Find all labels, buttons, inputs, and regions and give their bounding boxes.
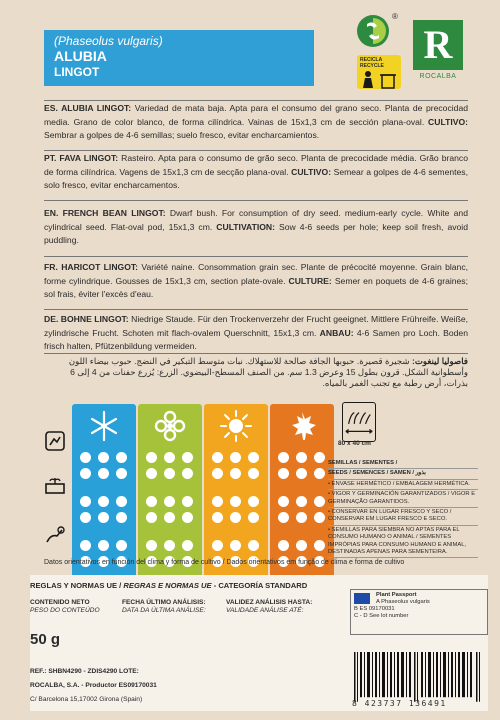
rules-category: - CATEGORÍA STANDARD xyxy=(211,581,308,590)
seeds-info-line: • VIGOR Y GERMINACIÓN GARANTIZADOS / VIGOR E GERMINAÇÃO GARANTIDOS. xyxy=(328,490,478,508)
description-pt-label: PT. FAVA LINGOT: xyxy=(44,153,119,163)
seeds-info-line: • SEMILLAS PARA SIEMBRA NO APTAS PARA EL CONSUMO HUMANO O ANIMAL / SEMENTES IMPRÓPIAS PARA CONSUMO HUMANO E ANIMAL, DESTINADAS APENAS PARA SEMENTEIRA. xyxy=(328,526,478,559)
product-name: ALUBIA xyxy=(54,48,107,64)
net-weight: 50 g xyxy=(30,631,61,648)
harvest-hand-icon xyxy=(44,524,66,546)
description-es-text: Variedad de mata baja. Apta para el consumo del grano seco. Planta de precocidad media. Grano de color blanco, de forma cilíndrica. Vainas de 15x1,3 cm de sección plana-oval. xyxy=(44,103,468,127)
season-winter xyxy=(72,404,136,579)
address: C/ Barcelona 15,17002 Girona (Spain) xyxy=(30,696,143,703)
green-dot-recycle-icon xyxy=(356,14,390,48)
description-es-label: ES. ALUBIA LINGOT: xyxy=(44,103,132,113)
month-dot xyxy=(116,512,127,523)
month-dot xyxy=(116,468,127,479)
description-ar-text: شجيرة قصيرة. حبوبها الجافة صالحة للاستهلاك. نبات متوسط التبكير في النضج. حبوب بيضاء اللون وأسطوانية الشكل. قرون بطول 15 وعرض 1.3 سم. من الصنف المسطح-البيضوي. الزرع: يُزرع حفنات من 4 إلى 6 بذرات، أرض رطبة مع تجنب الغمر بالمياه. xyxy=(68,356,468,388)
month-dot xyxy=(314,512,325,523)
divider xyxy=(44,150,468,151)
divider xyxy=(44,100,468,101)
month-dot xyxy=(230,452,241,463)
last-analysis-label-es: FECHA ÚLTIMO ANÁLISIS: xyxy=(122,599,206,606)
month-dot xyxy=(146,540,157,551)
month-dot xyxy=(182,540,193,551)
month-dot xyxy=(248,540,259,551)
month-dot xyxy=(80,496,91,507)
month-dot xyxy=(230,512,241,523)
description-en xyxy=(44,207,468,248)
month-dot xyxy=(314,452,325,463)
month-dot xyxy=(248,496,259,507)
month-dot xyxy=(212,468,223,479)
plant-passport xyxy=(350,589,488,635)
seeds-info-line: • CONSERVAR EN LUGAR FRESCO Y SECO / CONSERVAR EM LUGAR FRESCO E SECO. xyxy=(328,508,478,526)
seeds-info xyxy=(328,459,478,558)
passport-b: B ES 09170031 xyxy=(354,606,395,612)
description-en-label: EN. FRENCH BEAN LINGOT: xyxy=(44,208,166,218)
month-dot xyxy=(98,540,109,551)
month-dot xyxy=(182,512,193,523)
registered-mark: ® xyxy=(392,12,398,21)
sun-icon xyxy=(220,410,252,442)
month-dot xyxy=(182,496,193,507)
description-pt xyxy=(44,152,468,193)
description-pt-cultivo-label: CULTIVO: xyxy=(291,166,332,177)
month-dot xyxy=(164,468,175,479)
leaf-icon xyxy=(286,410,318,442)
description-de xyxy=(44,313,468,354)
month-dot xyxy=(164,496,175,507)
month-dot xyxy=(98,468,109,479)
month-dot xyxy=(212,452,223,463)
description-pt-cultivo-text: Semear a golpes de 4-6 sementes, solo fresco, evitar encharcamentos. xyxy=(44,166,468,190)
variety-name: LINGOT xyxy=(54,65,100,79)
description-es xyxy=(44,102,468,143)
recycle-badge-line-1: RECICLA xyxy=(360,57,383,63)
month-dot xyxy=(248,512,259,523)
month-dot xyxy=(314,540,325,551)
description-de-cultivo-label: ANBAU: xyxy=(319,327,354,338)
month-dot xyxy=(146,468,157,479)
description-fr-label: FR. HARICOT LINGOT: xyxy=(44,262,139,272)
passport-a: A Phaseolus vulgaris xyxy=(376,599,430,605)
seeds-info-title-1: SEMILLAS / SEMENTES / xyxy=(328,459,478,469)
description-de-label: DE. BOHNE LINGOT: xyxy=(44,314,129,324)
rocalba-logo xyxy=(413,20,463,88)
recycle-badge-line-2: RECYCLE xyxy=(360,63,384,69)
divider xyxy=(44,309,468,310)
month-dot xyxy=(278,512,289,523)
latin-name: (Phaseolus vulgaris) xyxy=(54,34,163,48)
product-title-box xyxy=(44,30,314,86)
month-dot xyxy=(164,512,175,523)
description-ar xyxy=(44,356,468,389)
description-en-cultivo-text: Sow 4-6 seeds per hole; keep soil fresh, avoid puddling. xyxy=(44,221,468,245)
producer: ROCALBA, S.A. - Productor ES09170031 xyxy=(30,682,157,689)
validity-label-es: VALIDEZ ANÁLISIS HASTA: xyxy=(226,599,313,606)
snowflake-icon xyxy=(88,410,120,442)
month-dot xyxy=(116,452,127,463)
eu-flag-icon xyxy=(354,593,370,604)
description-ar-label: فاصوليا لينغوت: xyxy=(411,356,468,366)
month-dot xyxy=(314,496,325,507)
month-dot xyxy=(164,452,175,463)
month-dot xyxy=(230,496,241,507)
description-pt-text: Rasteiro. Apta para o consumo de grão seco. Planta de precocidade média. Grão branco de forma cilíndrica. Vagens de 15x1,3 cm de secção plana-oval. xyxy=(44,153,468,177)
description-fr xyxy=(44,261,468,302)
month-dot xyxy=(278,452,289,463)
rules-pt: REGRAS E NORMAS UE xyxy=(123,581,212,590)
barcode-number: 8 423737 136491 xyxy=(352,699,447,708)
month-dot xyxy=(212,496,223,507)
divider xyxy=(44,353,468,354)
net-content-label xyxy=(30,599,100,615)
rocalba-logo-mark: R xyxy=(413,20,463,70)
net-content-label-es: CONTENIDO NETO xyxy=(30,599,90,606)
month-dot xyxy=(146,496,157,507)
rules-es: REGLAS Y NORMAS UE / xyxy=(30,581,124,590)
description-fr-text: Variété naine. Consommation grain sec. Plante de précocité moyenne. Grain blanc, forme cylindrique. Gousses de 15x1,3 cm, section plate-ovale. xyxy=(44,262,469,286)
month-dot xyxy=(182,468,193,479)
flower-icon xyxy=(154,410,186,442)
description-es-cultivo-text: Sembrar a golpes de 4-6 semillas; suelo fresco, evitar encharcamientos. xyxy=(44,130,320,140)
validity-label-pt: VALIDADE ANÁLISE ATÉ: xyxy=(226,607,304,614)
month-dot xyxy=(230,468,241,479)
month-dot xyxy=(80,512,91,523)
month-dot xyxy=(314,468,325,479)
seeds-info-line: • ENVASE HERMÉTICO / EMBALAGEM HERMÉTICA. xyxy=(328,480,478,490)
month-dot xyxy=(116,496,127,507)
season-summer xyxy=(204,404,268,579)
reference-lot: REF.: SHBN4290 - ZDIS4290 LOTE: xyxy=(30,668,139,675)
divider xyxy=(44,200,468,201)
month-dot xyxy=(98,452,109,463)
recycle-badge xyxy=(357,55,401,89)
regulatory-footer xyxy=(30,575,488,711)
eu-rules-line xyxy=(30,581,307,590)
plant-spacing-icon xyxy=(342,402,376,442)
passport-title: Plant Passport xyxy=(376,592,417,598)
month-dot xyxy=(230,540,241,551)
month-dot xyxy=(80,540,91,551)
month-dot xyxy=(296,496,307,507)
month-dot xyxy=(98,512,109,523)
description-de-cultivo-text: 4-6 Samen pro Loch. Boden frisch halten, Pfützenbildung vermeiden. xyxy=(44,327,468,351)
month-dot xyxy=(248,468,259,479)
month-dot xyxy=(182,452,193,463)
month-dot xyxy=(248,452,259,463)
recycle-bin-icon xyxy=(360,69,398,89)
month-dot xyxy=(98,496,109,507)
month-dot xyxy=(146,452,157,463)
brand-name: ROCALBA xyxy=(419,73,457,80)
last-analysis-label xyxy=(122,599,206,615)
description-fr-cultivo-text: Semer en poquets de 4-6 graines; sol frais, éviter l'excès d'eau. xyxy=(44,275,468,299)
month-dot xyxy=(278,496,289,507)
month-dot xyxy=(212,512,223,523)
description-en-text: Dwarf bush. For consumption of dry seed. medium-early cycle. White and cylindrical seed. Flat-oval pod, 15x1,3 cm. xyxy=(44,208,468,232)
month-dot xyxy=(278,468,289,479)
passport-cd: C - D See lot number xyxy=(354,613,409,619)
barcode xyxy=(350,652,488,704)
description-fr-cultivo-label: CULTURE: xyxy=(288,275,332,286)
divider xyxy=(44,256,468,257)
description-de-text: Niedrige Staude. Für den Trockenverzehr der Frucht geeignet. Mittlere Frühreife. Weiße, zylindrische Frucht. Schoten mit flach-ovalem Querschnitt, 15x1,3 cm. xyxy=(44,314,468,338)
last-analysis-label-pt: DATA DA ÚLTIMA ANÁLISE: xyxy=(122,607,206,614)
validity-label xyxy=(226,599,312,615)
seedbed-icon xyxy=(44,474,66,496)
description-es-cultivo-label: CULTIVO: xyxy=(428,116,468,127)
net-content-label-pt: PESO DO CONTEÚDO xyxy=(30,607,100,614)
month-dot xyxy=(296,540,307,551)
month-dot xyxy=(146,512,157,523)
description-en-cultivo-label: CULTIVATION: xyxy=(216,221,275,232)
month-dot xyxy=(116,540,127,551)
season-autumn xyxy=(270,404,334,579)
month-dot xyxy=(278,540,289,551)
sowing-hand-icon xyxy=(44,430,66,452)
month-dot xyxy=(296,468,307,479)
season-spring xyxy=(138,404,202,579)
month-dot xyxy=(296,512,307,523)
seeds-info-title-2: SEEDS / SEMENCES / SAMEN / بذور xyxy=(328,469,478,479)
plant-spacing: 80 x 40 cm xyxy=(338,440,371,447)
footnote: Datos orientativos en función del clima y forma de cultivo / Dados orientativos em função de clima e forma de cultivo xyxy=(44,559,405,566)
month-dot xyxy=(164,540,175,551)
month-dot xyxy=(80,452,91,463)
month-dot xyxy=(212,540,223,551)
month-dot xyxy=(80,468,91,479)
month-dot xyxy=(296,452,307,463)
